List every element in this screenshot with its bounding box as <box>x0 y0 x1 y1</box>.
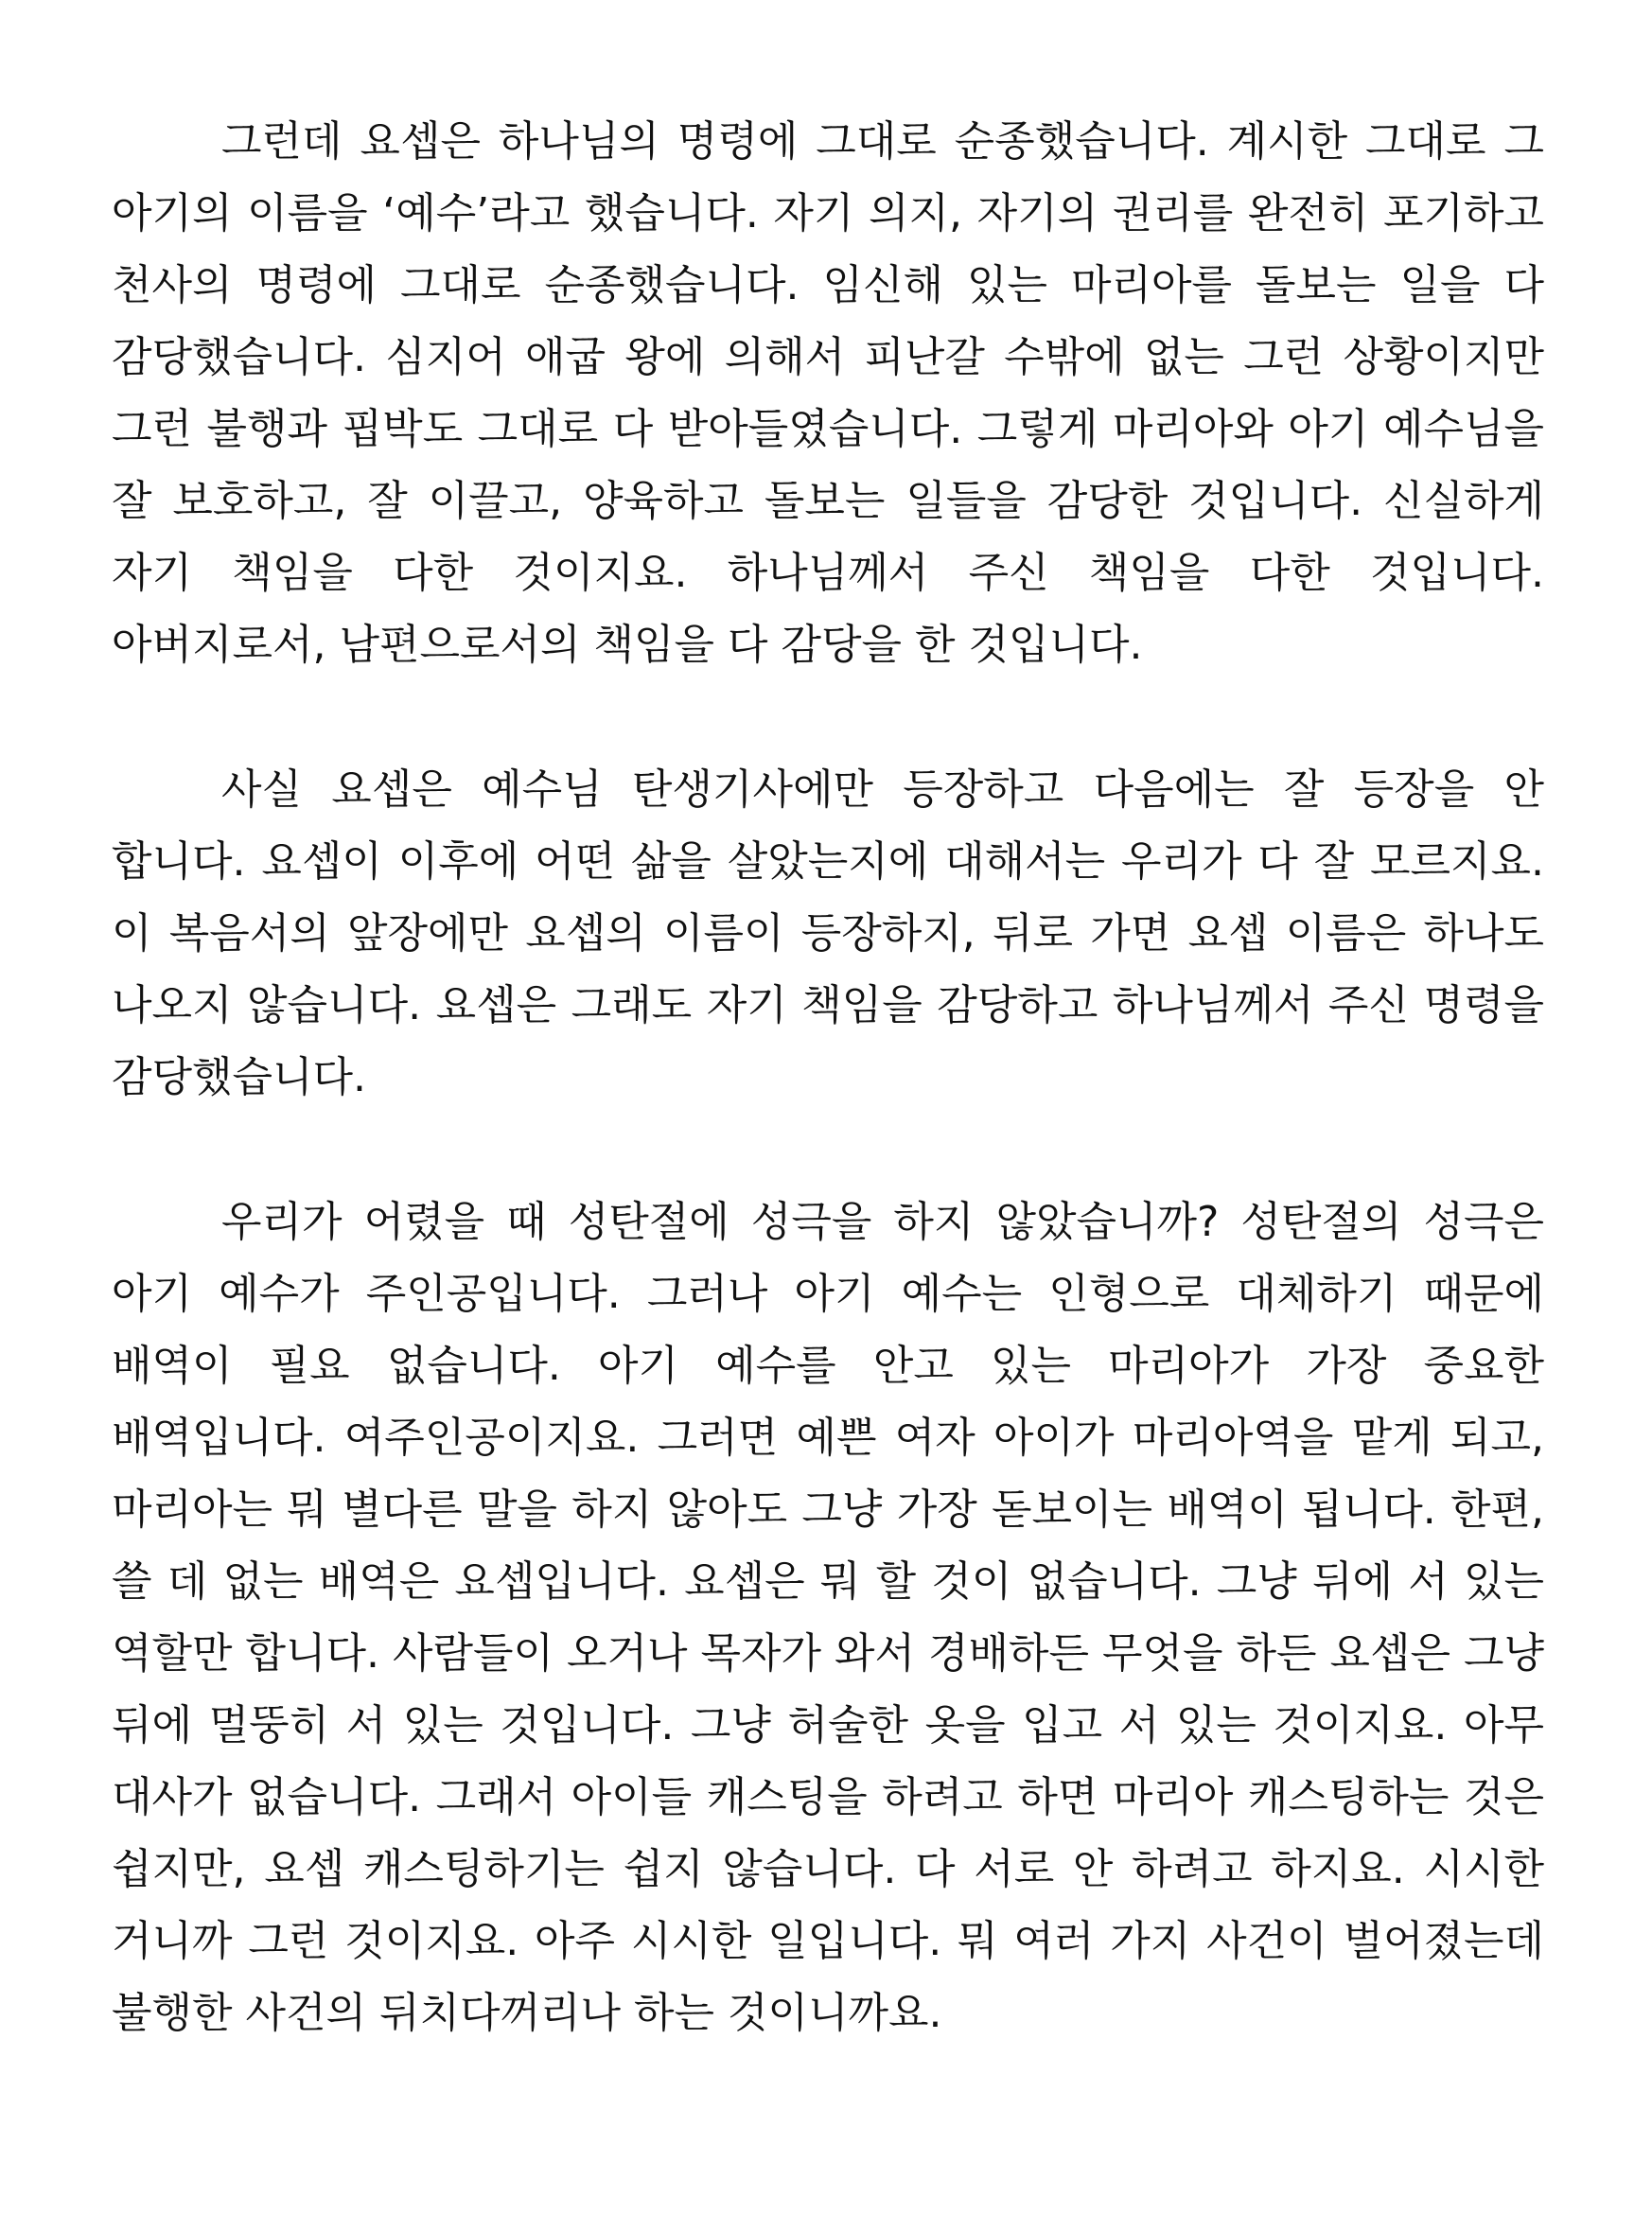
paragraph-christmas-play: 우리가 어렸을 때 성탄절에 성극을 하지 않았습니까? 성탄절의 성극은 아기 예수가 주인공입니다. 그러나 아기 예수는 인형으로 대체하기 때문에 배역이 필요 없습니다. 아기 예수를 안고 있는 마리아가 가장 중요한 배역입니다. 여주인공이지요. 그러면 예쁜 여자 아이가 마리아역을 맡게 되고, 마리아는 뭐 별다른 말을 하지 않아도 그냥 가장 돋보이는 배역이 됩니다. 한편, 쓸 데 없는 배역은 요셉입니다. 요셉은 뭐 할 것이 없습니다. 그냥 뒤에 서 있는 역할만 합니다. 사람들이 오거나 목자가 와서 경배하든 무엇을 하든 요셉은 그냥 뒤에 멀뚱히 서 있는 것입니다. 그냥 허술한 옷을 입고 서 있는 것이지요. 아무 대사가 없습니다. 그래서 아이들 캐스팅을 하려고 하면 마리아 캐스팅하는 것은 쉽지만, 요셉 캐스팅하기는 쉽지 않습니다. 다 서로 안 하려고 하지요. 시시한 거니까 그런 것이지요. 아주 시시한 일입니다. 뭐 여러 가지 사건이 벌어졌는데 불행한 사건의 뒤치다꺼리나 하는 것이니까요. <box>112 1198 1545 2037</box>
paragraph-joseph-obedience: 그런데 요셉은 하나님의 명령에 그대로 순종했습니다. 계시한 그대로 그 아기의 이름을 ‘예수’라고 했습니다. 자기 의지, 자기의 권리를 완전히 포기하고 천사의 명령에 그대로 순종했습니다. 임신해 있는 마리아를 돌보는 일을 다 감당했습니다. 심지어 애굽 왕에 의해서 피난갈 수밖에 없는 그런 상황이지만 그런 불행과 핍박도 그대로 다 받아들였습니다. 그렇게 마리아와 아기 예수님을 잘 보호하고, 잘 이끌고, 양육하고 돌보는 일들을 감당한 것입니다. 신실하게 자기 책임을 다한 것이지요. 하나님께서 주신 책임을 다한 것입니다. 아버지로서, 남편으로서의 책임을 다 감당을 한 것입니다. <box>112 117 1545 669</box>
paragraph-joseph-disappears: 사실 요셉은 예수님 탄생기사에만 등장하고 다음에는 잘 등장을 안 합니다. 요셉이 이후에 어떤 삶을 살았는지에 대해서는 우리가 다 잘 모르지요. 이 복음서의 앞장에만 요셉의 이름이 등장하지, 뒤로 가면 요셉 이름은 하나도 나오지 않습니다. 요셉은 그래도 자기 책임을 감당하고 하나님께서 주신 명령을 감당했습니다. <box>112 765 1544 1101</box>
